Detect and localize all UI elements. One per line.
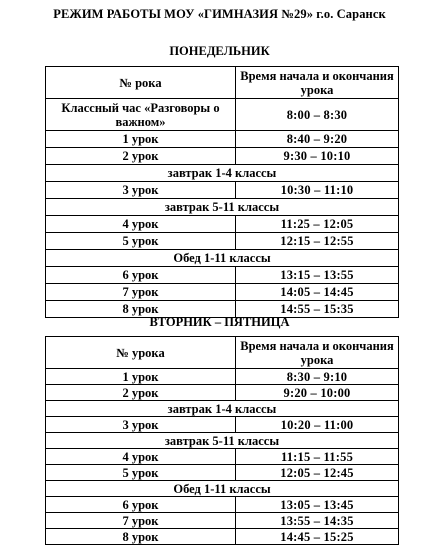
table-row [46,529,399,545]
lesson-time: 14:45 – 15:25 [236,529,399,545]
monday-heading: ПОНЕДЕЛЬНИК [169,44,270,58]
table-header-row [46,67,399,99]
break-label: Обед 1-11 классы [46,481,399,497]
lesson-time: 13:15 – 13:55 [236,267,399,284]
table-row [46,182,399,199]
break-row [46,165,399,182]
table-row [46,465,399,481]
lesson-time: 9:30 – 10:10 [236,148,399,165]
lesson-name: 3 урок [46,417,236,433]
break-label: завтрак 5-11 классы [46,433,399,449]
lesson-time: 12:05 – 12:45 [236,465,399,481]
header-time: Время начала и окончания урока [236,67,399,99]
lesson-time: 11:25 – 12:05 [236,216,399,233]
lesson-name: 6 урок [46,267,236,284]
lesson-name: 4 урок [46,449,236,465]
table-row [46,513,399,529]
lesson-name: 5 урок [46,465,236,481]
lesson-name: 3 урок [46,182,236,199]
header-lesson-number: № урока [46,337,236,369]
lesson-time: 10:20 – 11:00 [236,417,399,433]
lesson-name: 6 урок [46,497,236,513]
table-row [46,131,399,148]
lesson-name: Классный час «Разговоры о важном» [46,99,236,131]
table-row [46,497,399,513]
lesson-time: 13:55 – 14:35 [236,513,399,529]
break-row [46,433,399,449]
table-row [46,267,399,284]
break-label: завтрак 5-11 классы [46,199,399,216]
lesson-time: 8:30 – 9:10 [236,369,399,385]
table-header-row [46,337,399,369]
lesson-name: 7 урок [46,513,236,529]
header-lesson-number: № рока [46,67,236,99]
lesson-name: 2 урок [46,148,236,165]
lesson-time: 14:05 – 14:45 [236,284,399,301]
lesson-time: 13:05 – 13:45 [236,497,399,513]
break-label: завтрак 1-4 классы [46,401,399,417]
lesson-time: 8:00 – 8:30 [236,99,399,131]
lesson-name: 2 урок [46,385,236,401]
break-row [46,199,399,216]
lesson-time: 10:30 – 11:10 [236,182,399,199]
lesson-name: 7 урок [46,284,236,301]
lesson-time: 12:15 – 12:55 [236,233,399,250]
break-label: Обед 1-11 классы [46,250,399,267]
break-row [46,250,399,267]
break-label: завтрак 1-4 классы [46,165,399,182]
lesson-time: 14:55 – 15:35 [236,301,399,318]
lesson-name: 4 урок [46,216,236,233]
table-row [46,417,399,433]
table-row [46,148,399,165]
lesson-time: 8:40 – 9:20 [236,131,399,148]
lesson-time: 9:20 – 10:00 [236,385,399,401]
table-row [46,216,399,233]
break-row [46,401,399,417]
table-row [46,449,399,465]
table-row [46,369,399,385]
tuesday-friday-schedule-table [45,336,399,545]
lesson-name: 5 урок [46,233,236,250]
lesson-name: 1 урок [46,369,236,385]
lesson-name: 1 урок [46,131,236,148]
lesson-name: 8 урок [46,529,236,545]
header-time: Время начала и окончания урока [236,337,399,369]
monday-schedule-table [45,66,399,318]
table-row [46,233,399,250]
table-row [46,284,399,301]
lesson-name: 8 урок [46,301,236,318]
break-row [46,481,399,497]
tuesday-friday-heading: ВТОРНИК – ПЯТНИЦА [149,315,290,329]
lesson-time: 11:15 – 11:55 [236,449,399,465]
table-row [46,385,399,401]
page-title: РЕЖИМ РАБОТЫ МОУ «ГИМНАЗИЯ №29» г.о. Саранск [53,7,386,21]
table-row [46,99,399,131]
